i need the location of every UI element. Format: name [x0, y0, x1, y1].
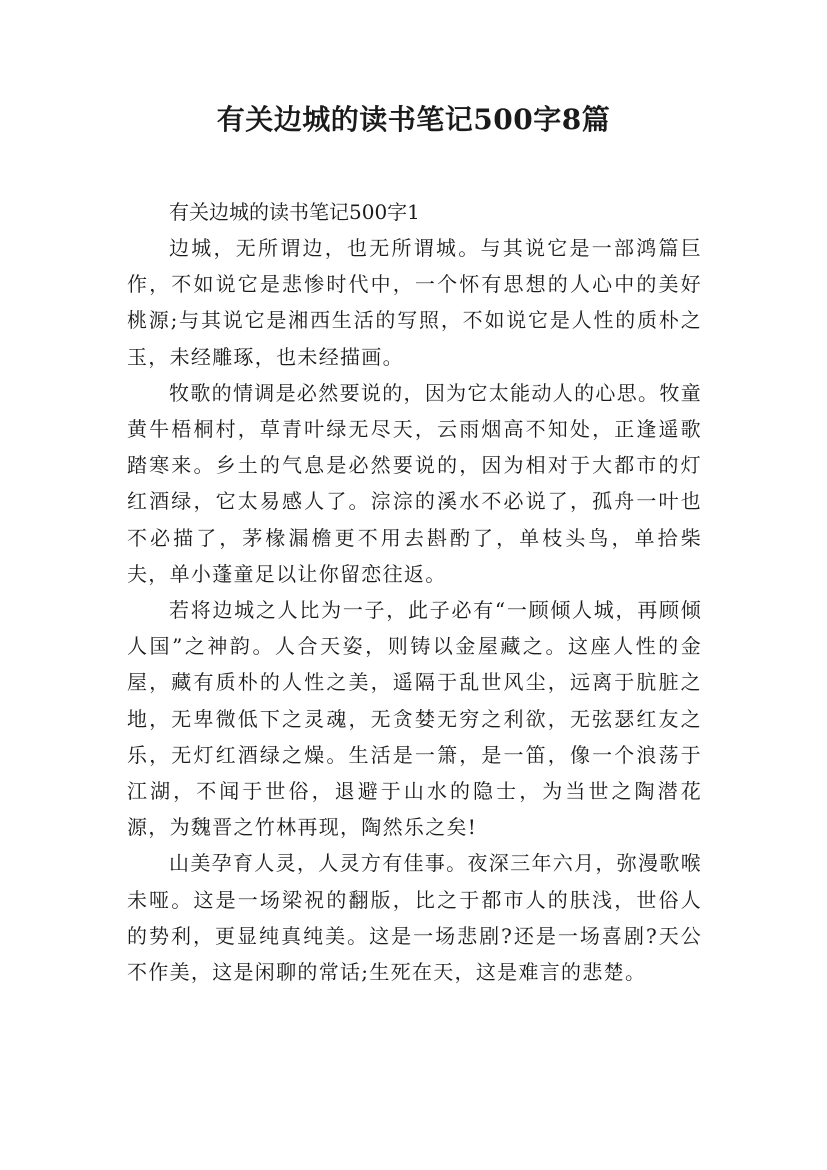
paragraph-3: 若将边城之人比为一子，此子必有“一顾倾人城，再顾倾人国”之神韵。人合天姿，则铸以金屋藏之。这座人性的金屋，藏有质朴的人性之美，遥隔于乱世风尘，远离于肮脏之地，无卑微低下之灵魂，无贪婪无穷之利欲，无弦瑟红友之乐，无灯红酒绿之燥。生活是一箫，是一笛，像一个浪荡于江湖，不闻于世俗，退避于山水的隐士，为当世之陶潜花源，为魏晋之竹林再现，陶然乐之矣! — [127, 598, 702, 840]
paragraph-1: 边城，无所谓边，也无所谓城。与其说它是一部鸿篇巨作，不如说它是悲惨时代中，一个怀有思想的人心中的美好桃源;与其说它是湘西生活的写照，不如说它是人性的质朴之玉，未经雕琢，也未经描画。 — [127, 236, 702, 369]
document-title: 有关边城的读书笔记500字8篇 — [216, 103, 611, 136]
paragraph-2: 牧歌的情调是必然要说的，因为它太能动人的心思。牧童黄牛梧桐村，草青叶绿无尽天，云雨烟高不知处，正逢遥歌踏寒来。乡土的气息是必然要说的，因为相对于大都市的灯红酒绿，它太易感人了。淙淙的溪水不必说了，孤舟一叶也不必描了，茅椽漏檐更不用去斟酌了，单枝头鸟，单拾柴夫，单小蓬童足以让你留恋往返。 — [127, 380, 702, 586]
document-body — [127, 194, 702, 990]
paragraph-4: 山美孕育人灵，人灵方有佳事。夜深三年六月，弥漫歌喉未哑。这是一场梁祝的翻版，比之于都市人的肤浅，世俗人的势利，更显纯真纯美。这是一场悲剧?还是一场喜剧?天公不作美，这是闲聊的常话;生死在天，这是难言的悲楚。 — [127, 851, 702, 985]
section-heading: 有关边城的读书笔记500字1 — [169, 200, 420, 224]
